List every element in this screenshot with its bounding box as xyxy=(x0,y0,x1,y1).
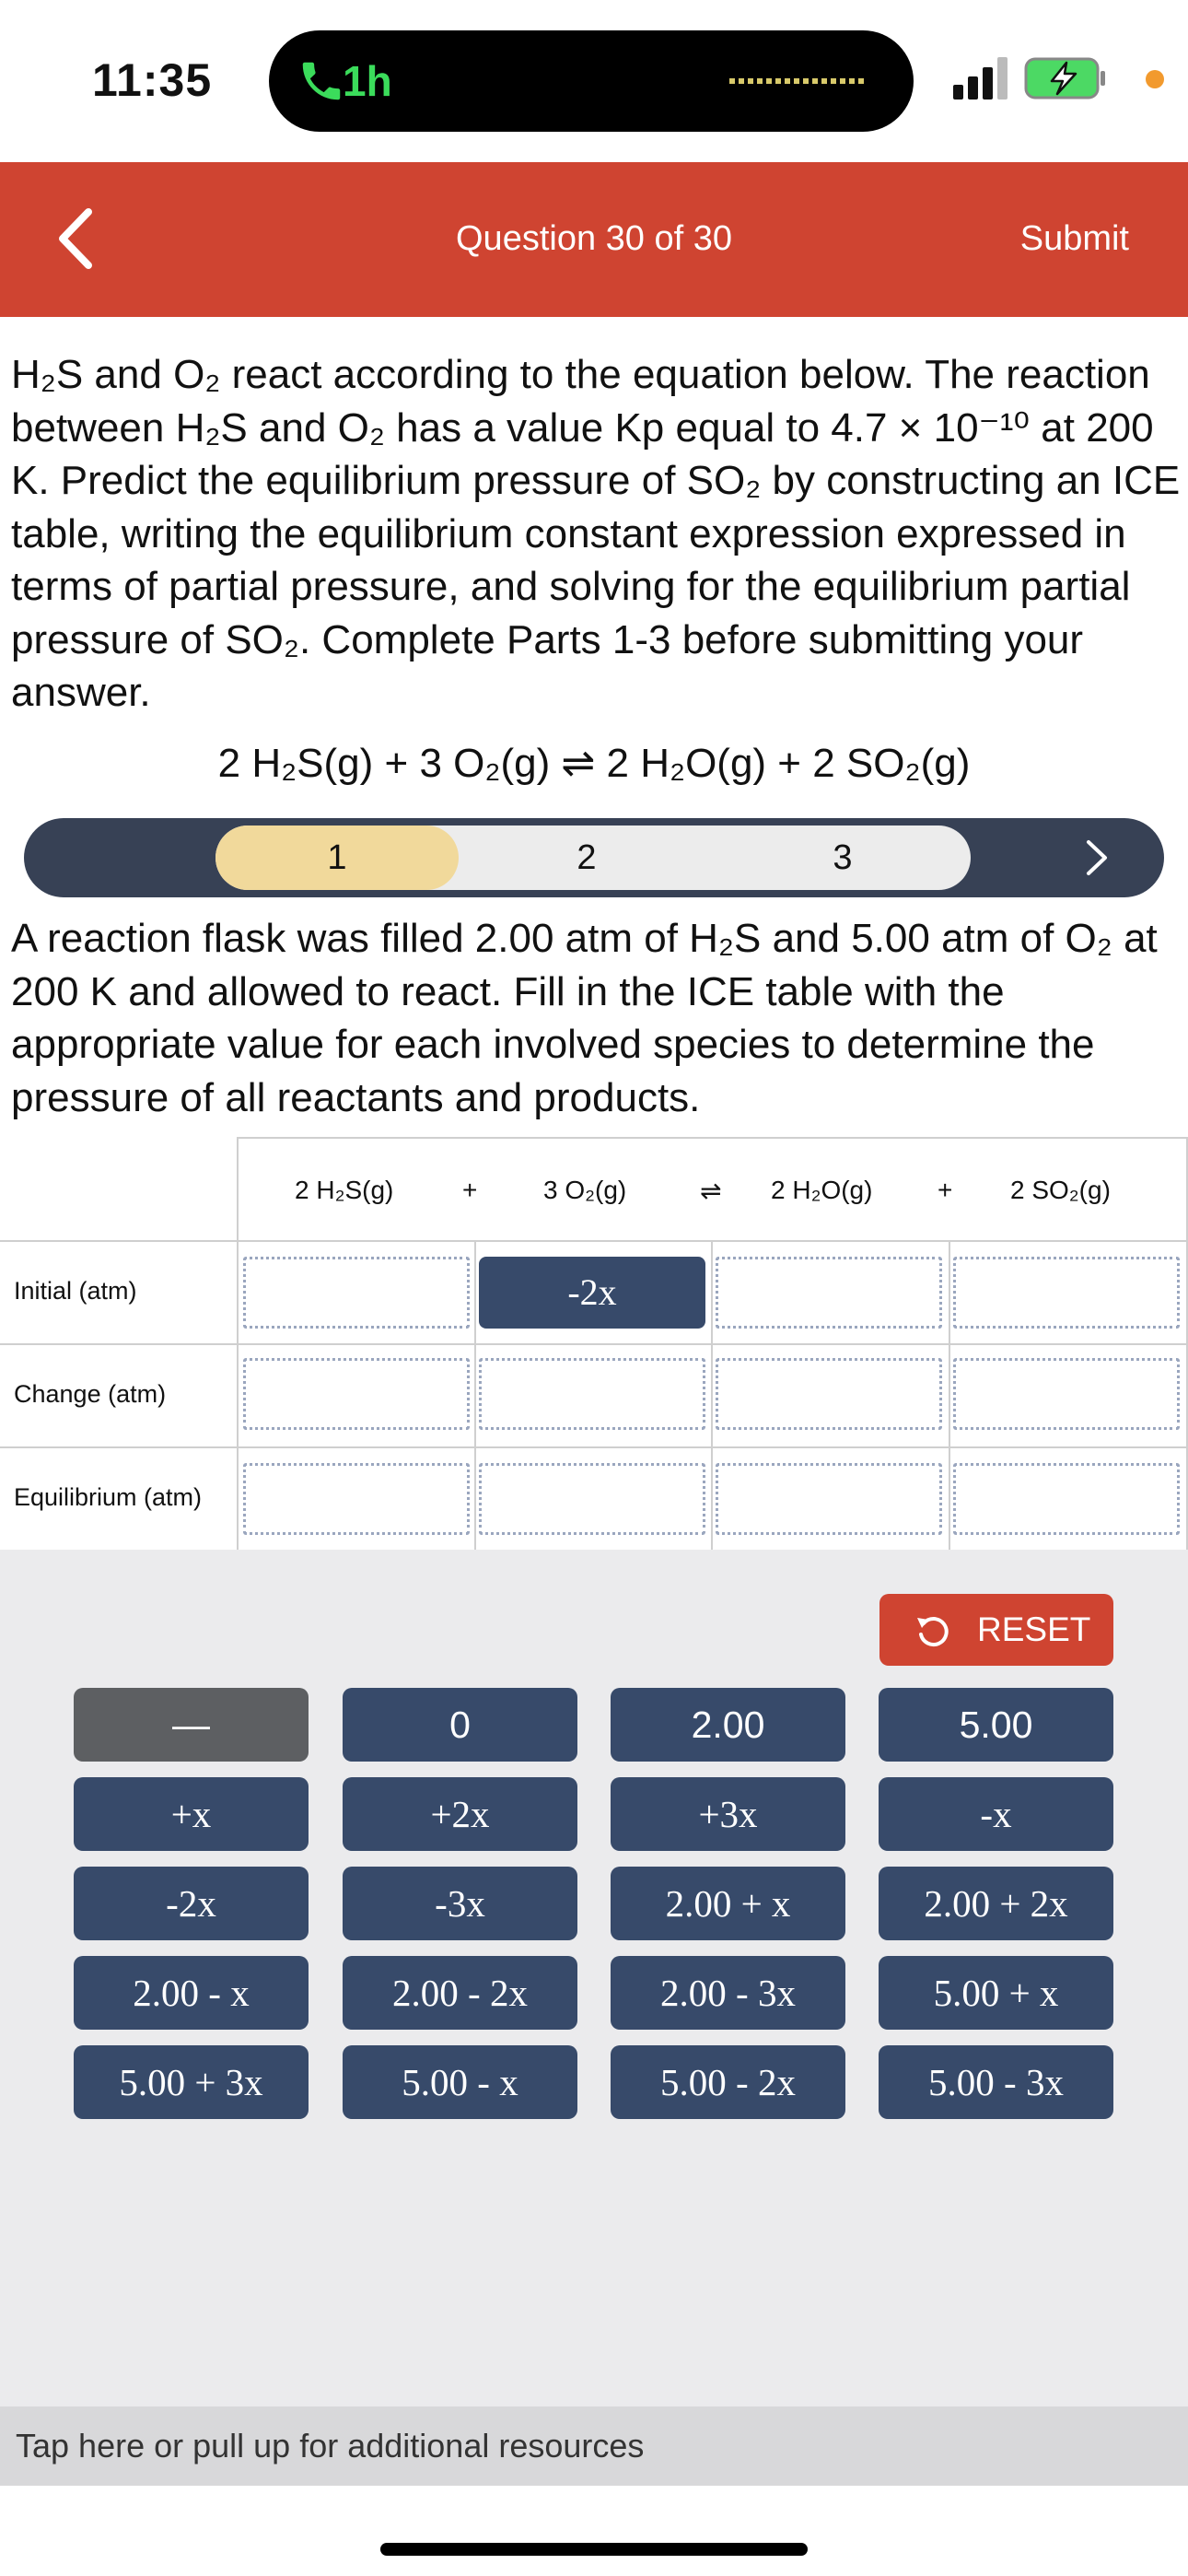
resources-drawer[interactable] xyxy=(0,2406,1188,2486)
ice-table xyxy=(0,1137,1188,1550)
tab-part-3[interactable]: 3 xyxy=(833,838,853,877)
key-minus-3x[interactable]: -3x xyxy=(343,1867,577,1940)
submit-button[interactable]: Submit xyxy=(1019,219,1129,258)
table-divider xyxy=(474,1240,476,1550)
tab-part-2[interactable]: 2 xyxy=(577,838,597,877)
page-title: Question 30 of 30 xyxy=(456,219,732,258)
input-change-h2o[interactable] xyxy=(716,1358,942,1430)
input-equilibrium-h2s[interactable] xyxy=(243,1463,470,1535)
column-header-plus: + xyxy=(938,1176,953,1204)
key-5-00-minus-x[interactable]: 5.00 - x xyxy=(343,2045,577,2119)
column-header-equilibrium-arrow: ⇌ xyxy=(700,1177,722,1205)
bottom-safe-area xyxy=(0,2486,1188,2576)
part-instructions: A reaction flask was filled 2.00 atm of H₂S and 5.00 atm of O₂ at 200 K and allowed to react. Fill in the ICE table with the appropriate value for each involved species to determine the pressure of all reactants and products. xyxy=(11,916,1158,1120)
input-initial-h2o[interactable] xyxy=(716,1257,942,1329)
input-change-h2s[interactable] xyxy=(243,1358,470,1430)
status-bar xyxy=(0,0,1188,162)
home-indicator[interactable] xyxy=(380,2543,808,2556)
app-header xyxy=(0,162,1188,317)
phone-icon xyxy=(297,56,346,106)
question-text: H₂S and O₂ react according to the equation below. The reaction between H₂S and O₂ has a value Kp equal to 4.7 × 10⁻¹⁰ at 200 K. Predict the equilibrium pressure of SO₂ by constructing an ICE table, writing the equilibrium constant expression expressed in terms of partial pressure, and solving for the equilibrium partial pressure of SO₂. Complete Parts 1-3 before submitting your answer. xyxy=(11,352,1181,715)
reaction-equation: 2 H₂S(g) + 3 O₂(g) ⇌ 2 H₂O(g) + 2 SO₂(g) xyxy=(217,741,971,786)
key-minus-2x[interactable]: -2x xyxy=(74,1867,309,1940)
input-initial-o2[interactable]: -2x xyxy=(479,1257,705,1329)
row-label-change: Change (atm) xyxy=(14,1380,167,1408)
privacy-indicator xyxy=(1146,70,1164,88)
signal-icon xyxy=(953,57,1012,100)
key-2-00-plus-x[interactable]: 2.00 + x xyxy=(611,1867,845,1940)
battery-charging-icon xyxy=(1024,57,1107,100)
input-equilibrium-so2[interactable] xyxy=(953,1463,1180,1535)
part-selector xyxy=(24,818,1164,897)
table-divider xyxy=(949,1240,950,1550)
key-2-00-minus-x[interactable]: 2.00 - x xyxy=(74,1956,309,2030)
key-delete[interactable]: — xyxy=(74,1688,309,1762)
input-initial-so2[interactable] xyxy=(953,1257,1180,1329)
key-plus-x[interactable]: +x xyxy=(74,1777,309,1851)
column-header-so2: 2 SO₂(g) xyxy=(1010,1176,1111,1204)
row-label-equilibrium: Equilibrium (atm) xyxy=(14,1483,203,1511)
key-5-00-minus-2x[interactable]: 5.00 - 2x xyxy=(611,2045,845,2119)
key-5-00-plus-x[interactable]: 5.00 + x xyxy=(879,1956,1113,2030)
part-tabs xyxy=(215,825,971,890)
key-2-00-minus-2x[interactable]: 2.00 - 2x xyxy=(343,1956,577,2030)
column-header-o2: 3 O₂(g) xyxy=(543,1176,627,1204)
row-label-initial: Initial (atm) xyxy=(14,1277,137,1305)
call-duration: 1h xyxy=(343,57,392,105)
table-divider xyxy=(711,1240,713,1550)
column-header-plus: + xyxy=(462,1176,478,1204)
key-plus-3x[interactable]: +3x xyxy=(611,1777,845,1851)
resources-label: Tap here or pull up for additional resources xyxy=(16,2427,645,2465)
key-minus-x[interactable]: -x xyxy=(879,1777,1113,1851)
input-change-so2[interactable] xyxy=(953,1358,1180,1430)
column-header-h2s: 2 H₂S(g) xyxy=(295,1176,394,1204)
column-header-h2o: 2 H₂O(g) xyxy=(771,1176,873,1204)
reset-arrow-icon xyxy=(914,1612,951,1649)
reset-button[interactable] xyxy=(879,1594,1113,1666)
key-5-00-minus-3x[interactable]: 5.00 - 3x xyxy=(879,2045,1113,2119)
key-2-00-plus-2x[interactable]: 2.00 + 2x xyxy=(879,1867,1113,1940)
key-2-00[interactable]: 2.00 xyxy=(611,1688,845,1762)
key-5-00[interactable]: 5.00 xyxy=(879,1688,1113,1762)
table-divider xyxy=(237,1240,239,1550)
reset-label: RESET xyxy=(977,1610,1091,1648)
dynamic-island[interactable] xyxy=(269,30,914,132)
key-0[interactable]: 0 xyxy=(343,1688,577,1762)
next-part-chevron-icon[interactable] xyxy=(1074,835,1120,881)
input-equilibrium-o2[interactable] xyxy=(479,1463,705,1535)
input-initial-h2s[interactable] xyxy=(243,1257,470,1329)
tab-part-1[interactable]: 1 xyxy=(215,825,459,890)
key-plus-2x[interactable]: +2x xyxy=(343,1777,577,1851)
input-change-o2[interactable] xyxy=(479,1358,705,1430)
key-5-00-plus-3x[interactable]: 5.00 + 3x xyxy=(74,2045,309,2119)
answer-keypad xyxy=(0,1550,1188,2406)
input-equilibrium-h2o[interactable] xyxy=(716,1463,942,1535)
key-2-00-minus-3x[interactable]: 2.00 - 3x xyxy=(611,1956,845,2030)
clock: 11:35 xyxy=(92,54,213,106)
audio-indicator xyxy=(729,78,868,84)
